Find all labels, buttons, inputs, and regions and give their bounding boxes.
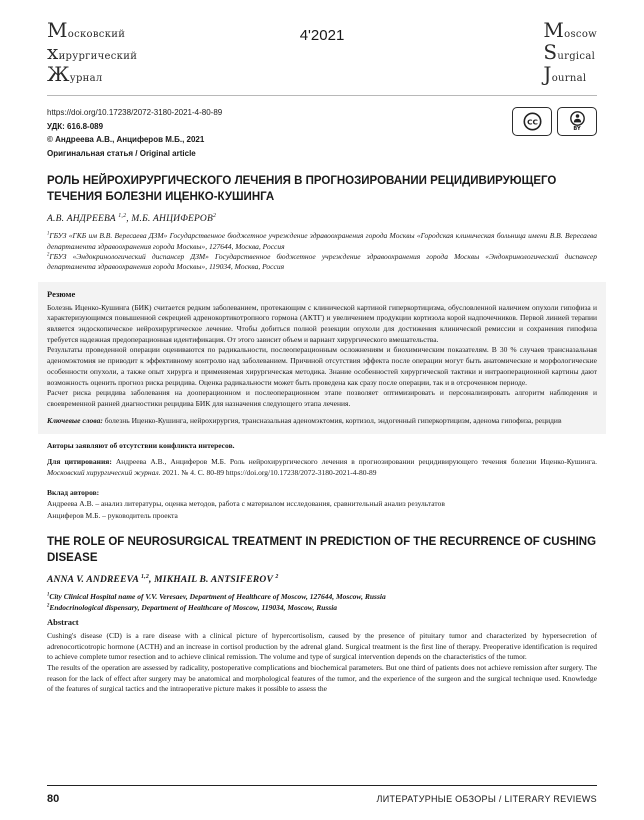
journal-logo-en: [543, 20, 597, 86]
abstract-en-heading: Abstract: [47, 616, 79, 627]
logo-ru-line: Журнал: [47, 62, 103, 86]
section-label: ЛИТЕРАТУРНЫЕ ОБЗОРЫ / LITERARY REVIEWS: [376, 794, 597, 804]
article-title-en: THE ROLE OF NEUROSURGICAL TREATMENT IN PREDICTION OF THE RECURRENCE OF CUSHING DISEASE: [47, 535, 597, 565]
affiliation-text: ГБУЗ «Эндокринологический диспансер ДЗМ» Государственное бюджетное учреждение здравоохранения города Москвы «Эндокринологический диспансер департамента здравоохранения города Москвы», 119034, Москва, Россия: [47, 251, 597, 272]
logo-en-line: Journal: [543, 62, 587, 86]
contribution-line: Анциферов М.Б. – руководитель проекта: [47, 510, 178, 520]
affiliation-text: Endocrinological dispensary, Department of Healthcare of Moscow, 119034, Moscow, Russia: [49, 602, 338, 612]
page-footer: [47, 785, 597, 805]
authors-en: [47, 575, 597, 585]
logo-ru-line: Московский: [47, 18, 126, 42]
keywords-text: болезнь Иценко-Кушинга, нейрохирургия, трансназальная аденомэктомия, кортизол, эндогенный гиперкортицизм, аденома гипофиза, рецидив: [102, 415, 562, 425]
author-name: , MIKHAIL B. ANTSIFEROV: [149, 575, 276, 586]
issue-number: 4'2021: [299, 27, 345, 44]
abstract-en-paragraph: Cushing's disease (CD) is a rare disease with a clinical picture of hypercortisolism, caused by the presence of pituitary tumor and characterized by hypersecretion of adrenocorticotropic hormone (ACTH) and an increase in cortisol production by the adrenal gland. Surgical treatment is the first line of therapy. Preoperative identification is required to achieve complete tumor resection and to achieve clinical remission. The volume and type of surgical intervention depends on the characteristics of the tumor.: [47, 630, 597, 662]
header-right: [344, 20, 597, 86]
article-type-line: Оригинальная статья / Original article: [47, 148, 196, 158]
citation: [47, 457, 597, 479]
author-name: ANNA V. ANDREEVA: [47, 575, 142, 586]
article-title-ru: РОЛЬ НЕЙРОХИРУРГИЧЕСКОГО ЛЕЧЕНИЯ В ПРОГНОЗИРОВАНИИ РЕЦИДИВИРУЮЩЕГО ТЕЧЕНИЯ БОЛЕЗНИ ИЦЕНКО-КУШИНГА: [47, 175, 557, 204]
citation-text: Андреева А.В., Анциферов М.Б. Роль нейрохирургического лечения в прогнозировании рецидивирующего течения болезни Иценко-Кушинга.: [111, 457, 597, 467]
udk-line: УДК: 616.8-089: [47, 121, 104, 131]
affiliation-text: ГБУЗ «ГКБ им В.В. Вересаева ДЗМ» Государственное бюджетное учреждение здравоохранения города Москвы «Городская клиническая больница имени В.В. Вересаева департамента здравоохранения города Москвы», 127644, Москва, Россия: [47, 231, 597, 251]
cc-by-badge[interactable]: [512, 107, 597, 136]
citation-tail: 2021. № 4. С. 80-89 https://doi.org/10.17238/2072-3180-2021-4-80-89: [160, 468, 377, 478]
affiliation-superscript: 1: [47, 231, 50, 237]
logo-ru-line: хирургический: [47, 40, 138, 64]
author-superscript: 1,2: [141, 574, 149, 580]
citation-journal: Московский хирургический журнал.: [47, 468, 161, 478]
logo-en-line: Surgical: [543, 40, 596, 64]
author-name: А.В. АНДРЕЕВА: [47, 214, 119, 225]
abstract-en-paragraph: The results of the operation are assessed by radicality, postoperative complications and biochemical parameters. But one third of patients does not achieve remission after surgery. The reason for the lack of effect after surgery may be anatomical and morphological features of the tumor, and the experience of the surgeon and the surgical technique used. Knowledge of the features of surgical tactics and the intraoperative picture makes it possible to assess the: [47, 663, 597, 694]
author-name: , М.Б. АНЦИФЕРОВ: [126, 214, 213, 225]
keywords-label: Ключевые слова:: [47, 415, 103, 425]
page-header: [47, 20, 597, 96]
abstract-ru-paragraph: Расчет риска рецидива заболевания на дооперационном и послеоперационном этапе позволяет оптимизировать и персонализировать алгоритм наблюдения и своевременной ранней диагностики рецидива БИК для назначения следующего этапа лечения.: [47, 388, 597, 409]
affiliation-en-1: [47, 592, 597, 602]
affiliation-superscript: 2: [47, 603, 50, 608]
author-contribution: [47, 487, 597, 521]
affiliation-superscript: 1: [47, 592, 50, 598]
affiliation-superscript: 2: [47, 252, 50, 258]
authors-ru: [47, 214, 597, 224]
abstract-en: [47, 617, 597, 695]
cc-icon: [512, 107, 552, 136]
citation-label: Для цитирования:: [47, 457, 112, 467]
abstract-ru-heading: Резюме: [47, 288, 76, 299]
author-superscript: 1,2: [118, 213, 127, 220]
affiliation-ru-2: [47, 252, 597, 273]
page-number: 80: [47, 793, 60, 805]
journal-logo-ru: [47, 20, 300, 86]
contribution-heading: Вклад авторов:: [47, 488, 100, 498]
author-superscript: 2: [275, 574, 279, 580]
cc-letters: CC: [526, 117, 538, 127]
affiliation-text: City Clinical Hospital name of V.V. Veresaev, Department of Healthcare of Moscow, 127644, Moscow, Russia: [49, 592, 386, 602]
abstract-ru-paragraph: Болезнь Иценко-Кушинга (БИК) считается редким заболеванием, протекающим с клинической картиной гиперкортицизма, обусловленной наличием опухоли гипофиза и характеризующимся повышенной секрецией адренокортикотропного гормона (АКТГ) и увеличением продукции кортизола корой надпочечников. Первой линией терапии является эндоскопическое нейрохирургическое лечение. Чтобы добиться полной резекции опухоли для достижения клинической ремиссии и сохранения гипофиза требуется надежная предоперационная идентификация. От этого зависит объем и вариант хирургического вмешательства.: [47, 302, 597, 344]
doi-link[interactable]: https://doi.org/10.17238/2072-3180-2021-4-80-89: [47, 108, 223, 117]
copyright-line: © Андреева А.В., Анциферов М.Б., 2021: [47, 135, 205, 144]
author-superscript: 2: [213, 213, 217, 220]
article-meta: [47, 106, 597, 160]
by-icon: [557, 107, 597, 136]
affiliation-ru-1: [47, 231, 597, 252]
contribution-line: Андреева А.В. – анализ литературы, оценка методов, работа с материалом исследования, сравнительный анализ результатов: [47, 499, 445, 509]
abstract-ru-paragraph: Результаты проведенной операции оцениваются по радикальности, послеоперационным осложнениям и биохимическим показателям. В 30 % случаев трансназальная аденомэктомия не приводит к эффективному контролю над заболеванием. Причиной отсутствия эффекта после операции могут быть анатомические и морфологические особенности опухоли, а также опыт хирурга и применяемая хирургическая методика. Знание особенностей хирургической тактики и интраоперационной картины дают возможность оценить прогноз риска рецидива. Оценка радикальности может быть проведена как сразу после операции, так и в отсроченном периоде.: [47, 345, 597, 387]
logo-en-line: Moscow: [543, 18, 598, 42]
affiliation-en-2: [47, 603, 597, 613]
conflict-statement: Авторы заявляют об отсутствии конфликта интересов.: [47, 441, 235, 451]
keywords: [47, 416, 597, 427]
abstract-ru-box: [38, 282, 606, 435]
by-letters: BY: [573, 126, 581, 132]
